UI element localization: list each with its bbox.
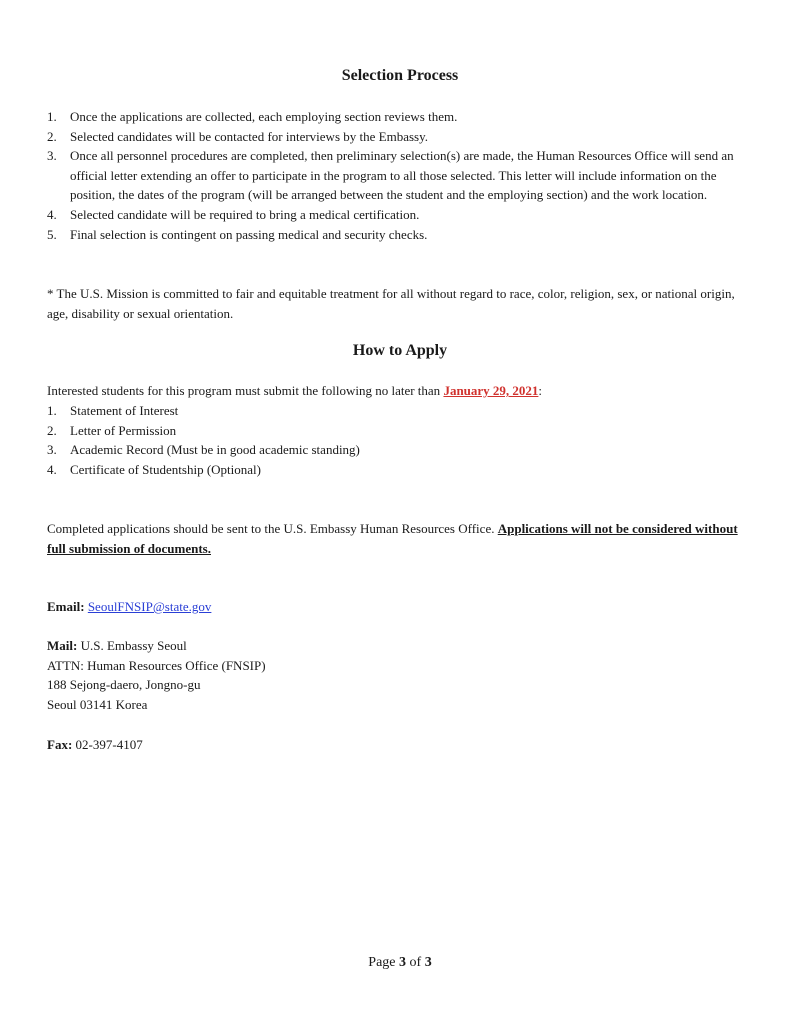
- list-item-text: Selected candidates will be contacted for interviews by the Embassy.: [70, 128, 428, 144]
- list-item: [47, 401, 757, 421]
- submission-warning: Applications will not be considered without full submission of documents.: [47, 521, 738, 556]
- footer-prefix: Page: [368, 955, 400, 970]
- submission-instructions: [47, 519, 757, 558]
- mail-address-block: [47, 636, 266, 714]
- apply-intro-end: :: [538, 383, 543, 398]
- email-link[interactable]: SeoulFNSIP@state.gov: [87, 599, 212, 614]
- list-item-text: Certificate of Studentship (Optional): [70, 461, 261, 477]
- list-number: 4.: [47, 461, 57, 477]
- email-label: Email:: [47, 599, 85, 614]
- required-documents-list: [47, 401, 757, 479]
- list-item: [47, 225, 757, 245]
- list-item: [47, 127, 757, 147]
- page-footer: [0, 953, 800, 973]
- email-line: [47, 597, 211, 617]
- how-to-apply-heading: How to Apply: [352, 342, 448, 359]
- submission-text: Completed applications should be sent to the U.S. Embassy Human Resources Office.: [47, 521, 498, 536]
- deadline-date: January 29, 2021: [443, 383, 539, 398]
- total-page-count: 3: [424, 955, 432, 970]
- list-item: [47, 440, 757, 460]
- list-number: 1.: [47, 403, 57, 418]
- mail-label: Mail:: [47, 638, 78, 653]
- fax-number: 02-397-4107: [75, 737, 143, 752]
- list-item: [47, 205, 757, 225]
- list-number: 2.: [47, 422, 57, 438]
- apply-intro: [47, 381, 757, 401]
- list-number: 1.: [47, 109, 57, 124]
- selection-process-heading: Selection Process: [341, 67, 459, 84]
- mail-line: U.S. Embassy Seoul: [80, 638, 187, 653]
- mail-line: ATTN: Human Resources Office (FNSIP): [47, 657, 266, 673]
- list-number: 3.: [47, 148, 57, 164]
- apply-intro-text: Interested students for this program must submit the following no later than: [47, 383, 444, 398]
- fax-label: Fax:: [47, 737, 73, 752]
- list-item-text: Final selection is contingent on passing medical and security checks.: [70, 226, 428, 242]
- list-item: [47, 421, 757, 441]
- mail-line: 188 Sejong-daero, Jongno-gu: [47, 677, 201, 693]
- list-item-text: Once all personnel procedures are completed, then preliminary selection(s) are made, the Human Resources Office will send an official letter extending an offer to participate in the program to all those selected. This letter will include information on the position, the dates of the program (will be arranged between the student and the employing section) and the work location.: [70, 148, 734, 203]
- equal-treatment-notice: * The U.S. Mission is committed to fair and equitable treatment for all without regard to race, color, religion, sex, or national origin, age, disability or sexual orientation.: [47, 286, 735, 321]
- list-item: [47, 460, 757, 480]
- list-number: 4.: [47, 206, 57, 222]
- list-number: 5.: [47, 226, 57, 242]
- list-item-text: Academic Record (Must be in good academic standing): [70, 442, 360, 458]
- list-item-text: Once the applications are collected, each employing section reviews them.: [70, 109, 458, 124]
- list-item-text: Statement of Interest: [70, 403, 179, 418]
- list-number: 2.: [47, 128, 57, 144]
- current-page-number: 3: [399, 955, 407, 970]
- mail-line: Seoul 03141 Korea: [47, 696, 148, 712]
- list-item: [47, 146, 757, 205]
- list-number: 3.: [47, 442, 57, 458]
- fax-line: [47, 735, 143, 755]
- selection-steps-list: [47, 107, 757, 244]
- list-item: [47, 107, 757, 127]
- footer-mid: of: [406, 955, 425, 970]
- list-item-text: Letter of Permission: [70, 422, 177, 438]
- list-item-text: Selected candidate will be required to bring a medical certification.: [70, 206, 420, 222]
